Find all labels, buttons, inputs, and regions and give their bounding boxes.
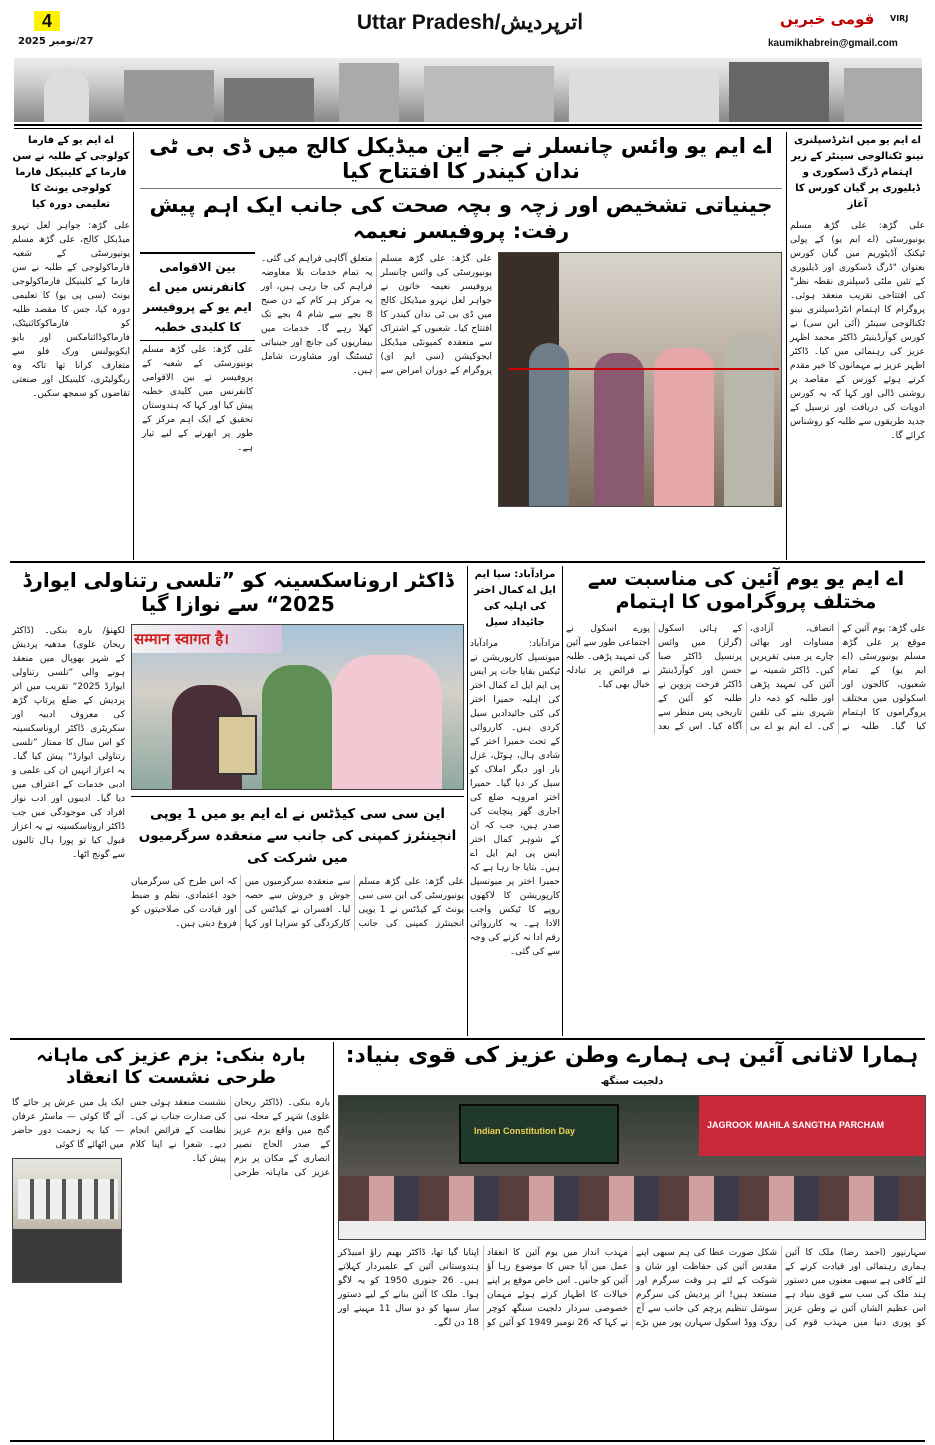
ribbon <box>509 368 779 370</box>
barabanki-gathering-photo <box>12 1158 122 1283</box>
contact-email: kaumikhabrein@gmail.com <box>768 38 898 49</box>
moradabad-body: مرادآباد: مرادآباد میونسپل کارپوریشن نے ٹیکس بقایا جات پر ایس پی ایم ایل اے کمال اختر کی اہلیہ حمیرا اختر کی کئی جائیدادیں سیل کردی ہیں۔ کارروائی کے تحت حمیرا اختر کے شادی ہال، ہوٹل، غزل بار اور دیگر املاک کو سیل کر دیا گیا۔ حمیرا اختر امروہہ ضلع کی اجاری گھر پنچایت کی صدر ہیں، جب کہ ان کے شوہر کمال اختر ایس پی ایم ایل اے ہیں۔ بتایا جا رہا ہے کہ حمیرا اختر پر میونسپل کارپوریشن کا لاکھوں روپے کا ٹیکس واجب الادا ہے۔ یہ کارروائی رقم ادا نہ کرنے کی وجہ سے کی گئی۔ <box>470 639 560 957</box>
amu-constitution-article <box>566 568 926 734</box>
moradabad-headline: مرادآباد: سپا ایم ایل اے کمال اختر کی اہلیہ کی جائیداد سیل <box>474 569 556 628</box>
section-divider <box>10 561 925 563</box>
award-body-column: لکھنؤ/ بارہ بنکی۔ (ڈاکٹر ریحان علوی) مدھیہ پردیش کے شہر بھوپال میں منعقد ہونے والی ”تلسی رتناولی ایوارڈ 2025“ تقریب میں اتر پردیش کے ضلع پرتاپ گڑھ کی معروف ادیبہ اور سکریٹری ڈاکٹر اروناسکسینہ کو اس سال کا ممتاز ”تلسی رتناولی ایوارڈ“ پیش کیا گیا۔ یہ اعزاز انہیں ان کی علمی و ادبی خدمات کے اعتراف میں دیا گیا۔ ادیبوں اور ادب نواز افراد کی موجودگی میں جب ڈاکٹر اروناسکسینہ نے یہ اعزاز قبول کیا تو پورا ہال تالیوں سے گونج اٹھا۔ <box>12 626 125 860</box>
barabanki-article <box>12 1045 330 1283</box>
ncc-body: علی گڑھ: علی گڑھ مسلم یونیورسٹی کی این سی سی یونٹ کے کیڈٹس نے 1 یوپی انجینئرز کمپنی کی جانب سے منعقدہ سرگرمیوں میں جوش و خروش سے حصہ لیا۔ افسران نے کیڈٹس کی کارکردگی کو سراہا اور کہا کہ اس طرح کی سرگرمیاں خود اعتمادی، نظم و ضبط اور قیادت کی صلاحیتوں کو فروغ دیتی ہیں۔ <box>131 877 464 929</box>
dbt-body: علی گڑھ: علی گڑھ مسلم یونیورسٹی کی وائس چانسلر پروفیسر نعیمہ خاتون نے جواہر لعل نہرو میڈیکل کالج میں ڈی بی ٹی ندان کیندر کا افتتاح کیا۔ شعبوں کے اشتراک سے منعقدہ کمیونٹی میڈیکل ایجوکیشن (سی ایم ای) پروگرام کے دوران امراض سے متعلق آگاہی فراہم کی گئی۔ یہ تمام خدمات بلا معاوضہ فراہم کی جا رہی ہیں، اور یہ مرکز ہر کام کے دن صبح 8 بجے سے شام 4 بجے تک کھلا رہے گا۔ خدمات میں بیماریوں کی جانچ اور جینیاتی ٹیسٹنگ اور مشاورت شامل ہیں۔ <box>261 253 492 376</box>
award-ceremony-photo <box>131 624 464 790</box>
column-divider <box>333 1042 334 1440</box>
nano-course-article <box>790 133 925 443</box>
banner-monuments-image <box>14 58 922 122</box>
dbt-inauguration-photo <box>498 252 782 507</box>
headline-divider <box>140 188 782 189</box>
dbt-article <box>140 134 782 507</box>
column-divider <box>786 132 787 560</box>
diljeet-article <box>338 1043 926 1330</box>
award-content-row <box>12 624 464 931</box>
photo-banner-text: JAGROOK MAHILA SANGTHA PARCHAM <box>707 1119 885 1130</box>
diljeet-headline-row <box>338 1043 926 1089</box>
conference-body: علی گڑھ: علی گڑھ مسلم یونیورسٹی کے شعبہ کے پروفیسر نے بین الاقوامی کانفرنس میں کلیدی خطبہ پیش کیا اور کہا کہ ہندوستان تحقیق کے ایک اہم مرکز کے طور پر ابھرنے کے لیے تیار ہے۔ <box>142 344 253 453</box>
award-certificate <box>217 715 257 775</box>
amu-constitution-body: علی گڑھ: یوم آئین کے موقع پر علی گڑھ مسلم یونیورسٹی (اے ایم یو) کے تمام شعبوں، کالجوں اور اسکولوں میں مختلف پروگراموں کا اہتمام کیا گیا۔ طلبہ نے انصاف، آزادی، مساوات اور بھائی چارے پر مبنی تقریریں کیں۔ ڈاکٹر شمینہ نے آئین کی تمہید پڑھی اور طلبہ کو ذمہ دار شہری بننے کی تلقین کی۔ اے ایم یو اے بی کے ہائی اسکول (گرلز) میں وائس پرنسپل ڈاکٹر صبا حسن اور کوآرڈینیٹر ڈاکٹر فرحت پروین نے طلبہ کو آئین کے تاریخی پس منظر سے آگاہ کیا۔ اس کے بعد پورے اسکول نے اجتماعی طور سے آئین کی تمہید پڑھی۔ طلبہ نے فرائض پر تبادلہ خیال بھی کیا۔ <box>566 623 926 732</box>
award-article <box>12 568 464 931</box>
column-divider <box>467 566 468 1036</box>
page-number-badge: 4 <box>34 11 60 31</box>
issue-date: 27/نومبر 2025 <box>18 36 94 47</box>
conference-box <box>140 252 255 457</box>
barabanki-left-column <box>12 1096 124 1283</box>
dbt-content-row <box>140 252 782 507</box>
pharma-visit-body: علی گڑھ: جواہر لعل نہرو میڈیکل کالج، علی گڑھ مسلم یونیورسٹی کے شعبہ فارماکولوجی کے طلبہ نے سن فارما کے کلینیکل فارماکولوجی یونٹ (سی پی یو) کا تعلیمی دورہ کیا، جس کا مقصد طلبہ کو فارماکوکائنیٹک، فارماکوڈائنامکس اور بایو ایکویولنس ورک فلو سے متعارف کرانا تھا تاکہ وہ ریگولیٹری، کلینیکل اور صنعتی تقاضوں کو سمجھ سکیں۔ <box>12 221 130 399</box>
banner-divider <box>14 128 922 129</box>
diljeet-byline: دلجیت سنگھ <box>600 1076 664 1088</box>
logo-mark-icon: VIRJ <box>890 14 909 23</box>
banner-divider <box>14 124 922 126</box>
photo-banner-text: सम्मान स्वागत है। <box>134 630 229 648</box>
barabanki-content-row <box>12 1096 330 1283</box>
barabanki-body: بارہ بنکی۔ (ڈاکٹر ریحان علوی) شہر کے محلہ نبی گنج میں واقع بزم عزیز کے صدر الحاج نصیر انصاری کے مکان پر بزم عزیز کی ماہانہ طرحی نشست منعقد ہوئی جس کی صدارت جناب نے کی۔ نظامت کے فرائض انجام دیے۔ شعرا نے اپنا کلام پیش کیا۔ <box>130 1098 330 1179</box>
nano-course-body: علی گڑھ: علی گڑھ مسلم یونیورسٹی (اے ایم یو) کے پولی ٹیکنک آڈیٹوریم میں گیان کورس بعنوان "ڈرگ ڈسکوری اور ڈیلیوری کے تئیں ملٹی ڈسپلنری نقطہ نظر" کی افتتاحی تقریب منعقد ہوئی۔ پروگرام کا اہتمام انٹرڈسپلنری نینو ٹکنالوجی سینٹر (آئی این سی) نے کورس کوآرڈینیٹر ڈاکٹر محمد اظہر عزیز کی رہنمائی میں کیا۔ ڈاکٹر اظہر عزیز نے مہمانوں کا خیر مقدم کرتے ہوئے کورس کے مقاصد پر روشنی ڈالی اور کہا کہ یہ کورس ادویات کی دریافت اور ترسیل کے جدید طریقوں سے طلبہ کو روشناس کرائے گا۔ <box>790 221 925 441</box>
award-headline: ڈاکٹر اروناسکسینہ کو ”تلسی رتناولی ایوارڈ 2025“ سے نوازا گیا <box>22 568 454 616</box>
award-photo-and-ncc <box>131 624 464 931</box>
moradabad-article <box>470 567 560 959</box>
conference-headline: بین الاقوامی کانفرنس میں اے ایم یو کے پروفیسر کا کلیدی خطبہ <box>140 254 255 341</box>
barabanki-headline: بارہ بنکی: بزم عزیز کی ماہانہ طرحی نشست کا انعقاد <box>36 1045 306 1088</box>
pharma-visit-article <box>12 133 130 401</box>
nano-course-headline: اے ایم یو میں انٹرڈسپلنری نینو ٹکنالوجی سینٹر کے زیر اہتمام ڈرگ ڈسکوری و ڈیلیوری پر گیان کورس کا آغاز <box>791 135 924 210</box>
diljeet-body: سہارنپور (احمد رضا) ملک کا آئین ہماری رہنمائی اور قیادت کرنے کے لئے کافی ہے سبھی معنوں میں دستور ہند ملک کی سب سے قوی بنیاد ہے اس عظیم الشان آئین نے وطن عزیز کو پوری دنیا میں مہذب قوم کی شکل صورت عطا کی ہم سبھی اپنے مقدس آئین کی حفاظت اور شان و شوکت کے لئے ہر وقت سرگرم اور مستعد ہیں! اتر پردیش کی سرگرم سوشل تنظیم پرچم کی جانب سے آج روک ووڈ اسکول سہارن پور میں بڑے مہذب انداز میں یوم آئین کا انعقاد عمل میں آیا جس کا موضوع رہا آؤ آئین کو جانیں۔ اس خاص موقع پر اپنے خیالات کا اظہار کرتے ہوئے مہمان خصوصی سردار دلجیت سنگھ کوچر نے کہا کہ 26 نومبر 1949 کو آئین کو اپنایا گیا تھا، ڈاکٹر بھیم راؤ امبیڈکر ہندوستانی آئین کے علمبردار کہلاتے ہیں۔ 26 جنوری 1950 کو یہ لاگو ہوا۔ ملک کا آئین بنانے کے لیے دستور ساز سبھا کو دو سال 11 مہینے اور 18 دن لگے۔ <box>338 1247 926 1328</box>
amu-constitution-headline: اے ایم یو یوم آئین کی مناسبت سے مختلف پروگراموں کا اہتمام <box>587 568 905 613</box>
photo-board-text: Indian Constitution Day <box>474 1125 575 1136</box>
pharma-visit-headline: اے ایم یو کے فارما کولوجی کے طلبہ نے سن فارما کے کلینیکل فارما کولوجی یونٹ کا تعلیمی دورہ کیا <box>12 135 130 210</box>
masthead-logo: قومی خبریں <box>780 10 875 28</box>
ncc-headline: این سی سی کیڈٹس نے اے ایم یو میں 1 یوپی انجینئرز کمپنی کی جانب سے منعقدہ سرگرمیوں میں شرکت کی <box>138 806 457 866</box>
dbt-subheadline: جینیاتی تشخیص اور زچہ و بچہ صحت کی جانب ایک اہم پیش رفت: پروفیسر نعیمہ <box>149 193 773 243</box>
column-divider <box>133 132 134 560</box>
section-title: Uttar Pradesh/اترپردیش <box>356 11 584 34</box>
column-divider <box>562 566 563 1036</box>
constitution-day-photo <box>338 1095 926 1240</box>
barabanki-verses: ایک پل میں عرش پر جائے گا آئے گا کوئی — ماسٹر عرفان — کیا یہ زحمت دور حاضر میں اٹھائے گا کوئی <box>12 1098 124 1151</box>
diljeet-headline: ہمارا لاثانی آئین ہی ہمارے وطن عزیز کی قوی بنیاد: <box>345 1043 919 1068</box>
ncc-divider <box>131 796 464 797</box>
section-divider <box>10 1038 925 1040</box>
page-bottom-rule <box>10 1440 925 1442</box>
dbt-headline: اے ایم یو وائس چانسلر نے جے این میڈیکل کالج میں ڈی بی ٹی ندان کیندر کا افتتاح کیا <box>149 134 773 184</box>
